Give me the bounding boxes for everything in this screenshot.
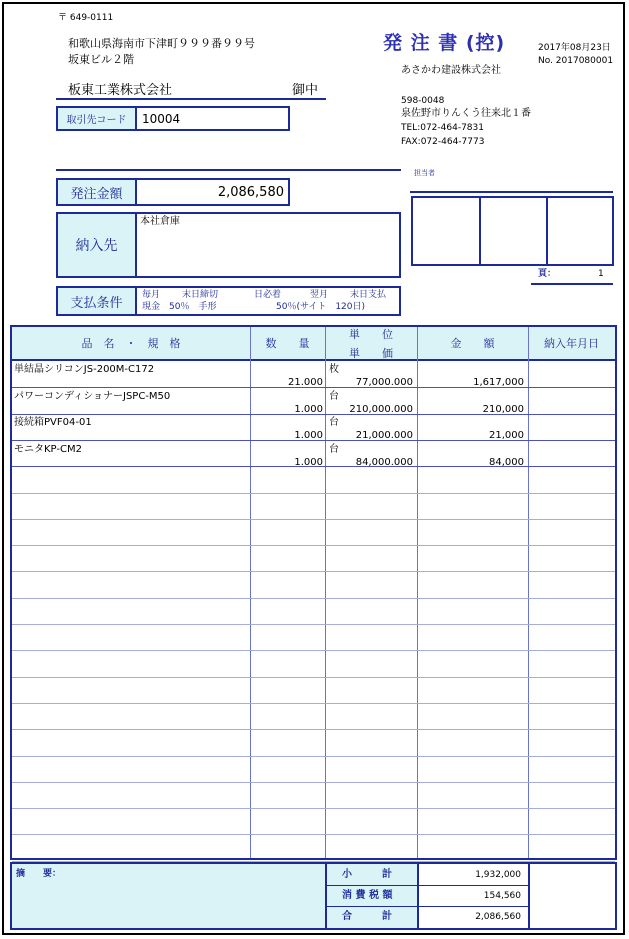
table-row-line — [12, 756, 615, 757]
issuer-company: あさかわ建設株式会社 — [401, 65, 501, 76]
payment-terms-label: 支払条件 — [58, 288, 137, 314]
remarks-label: 摘 要： — [16, 869, 62, 879]
issuer-fax: FAX:072-464-7773 — [401, 137, 485, 147]
page-label: 頁： — [538, 269, 557, 279]
supplier-code-label: 取引先コード — [58, 108, 137, 129]
item-name: 単結晶シリコンJS-200M-C172 — [14, 364, 155, 375]
stamp-divider-1 — [479, 198, 481, 264]
header-unit: 単 位 — [349, 327, 393, 341]
page-number: 1 — [598, 269, 604, 279]
document-title: 発 注 書 (控) — [383, 32, 506, 54]
delivery-box — [56, 212, 401, 278]
issuer-tel: TEL:072-464-7831 — [401, 123, 484, 133]
table-row-line — [12, 650, 615, 651]
issuer-postal: 598-0048 — [401, 96, 445, 106]
recipient-honorific: 御中 — [292, 83, 319, 98]
item-qty: 21.000 — [288, 377, 323, 388]
order-amount-value: 2,086,580 — [217, 184, 284, 200]
summary-row-line-1 — [325, 885, 528, 886]
item-qty: 1.000 — [294, 430, 323, 441]
payment-arrival: 日必着 — [254, 290, 282, 300]
order-amount-box — [56, 178, 290, 206]
supplier-code-box — [56, 106, 290, 131]
item-unit: 台 — [329, 391, 339, 402]
item-name: 接続箱PVF04-01 — [14, 417, 92, 428]
table-row-line — [12, 782, 615, 783]
payment-closing: 末日締切 — [182, 290, 219, 300]
order-amount-label: 発注金額 — [58, 180, 137, 204]
item-qty: 1.000 — [294, 404, 323, 415]
issuer-address: 泉佐野市りんくう往来北１番 — [401, 108, 531, 119]
summary-right-edge — [528, 864, 530, 928]
table-row-line — [12, 808, 615, 809]
table-row-line — [12, 598, 615, 599]
stamp-divider-2 — [546, 198, 548, 264]
summary-row-line-2 — [325, 906, 528, 907]
payment-day: 末日支払 — [350, 290, 387, 300]
item-name: モニタKP-CM2 — [14, 444, 82, 455]
header-unit-price — [325, 327, 417, 359]
total-label: 合 計 — [342, 911, 392, 922]
table-row-line — [12, 571, 615, 572]
subtotal-label: 小 計 — [342, 869, 392, 880]
section-divider — [56, 169, 401, 171]
header-price: 単 価 — [349, 346, 393, 360]
items-table — [10, 325, 617, 860]
payment-site: 50％(サイト 120日) — [276, 302, 366, 312]
item-price: 77,000.000 — [355, 377, 413, 388]
header-qty: 数 量 — [265, 337, 310, 350]
item-amount: 84,000 — [489, 457, 524, 468]
recipient-company: 板東工業株式会社 — [68, 83, 173, 98]
recipient-postal: 〒 649-0111 — [58, 13, 114, 23]
header-amount: 金 額 — [450, 337, 495, 350]
item-price: 84,000.000 — [355, 457, 413, 468]
tax-label: 消 費 税 額 — [342, 890, 393, 901]
table-row-line — [12, 834, 615, 835]
payment-terms-box — [56, 286, 401, 316]
page-underline — [531, 283, 613, 285]
table-row-line — [12, 493, 615, 494]
stamp-top-line — [410, 191, 613, 193]
document-date: 2017年08月23日 — [538, 43, 611, 53]
recipient-address-line1: 和歌山県海南市下津町９９９番９９号 — [68, 37, 255, 50]
staff-label: 担当者 — [414, 169, 435, 177]
delivery-label: 納入先 — [58, 214, 137, 276]
col-divider-price — [325, 327, 326, 858]
table-row-line — [12, 703, 615, 704]
item-unit: 枚 — [329, 364, 339, 375]
item-unit: 台 — [329, 417, 339, 428]
summary-footer — [10, 862, 617, 930]
total-value: 2,086,560 — [475, 912, 521, 922]
table-row-line — [12, 677, 615, 678]
header-name: 品 名 ・ 規 格 — [81, 337, 181, 350]
recipient-underline — [56, 98, 326, 100]
item-name: パワーコンディショナーJSPC-M50 — [14, 391, 171, 402]
payment-cash-bill: 現金 50％ 手形 — [142, 302, 217, 312]
header-date: 納入年月日 — [544, 337, 599, 350]
item-price: 21,000.000 — [355, 430, 413, 441]
tax-value: 154,560 — [483, 891, 521, 901]
subtotal-value: 1,932,000 — [475, 870, 521, 880]
col-divider-amount — [417, 327, 418, 858]
supplier-code-value: 10004 — [142, 111, 181, 126]
recipient-address-line2: 坂東ビル２階 — [68, 53, 134, 66]
table-row-line — [12, 624, 615, 625]
item-amount: 21,000 — [489, 430, 524, 441]
payment-month: 翌月 — [310, 290, 329, 300]
item-amount: 210,000 — [482, 404, 524, 415]
table-row-line — [12, 519, 615, 520]
document-number: No. 2017080001 — [538, 56, 614, 66]
item-price: 210,000.000 — [349, 404, 413, 415]
items-table-header — [12, 327, 615, 361]
table-row-line — [12, 545, 615, 546]
payment-cycle: 毎月 — [142, 290, 161, 300]
col-divider-qty — [250, 327, 251, 858]
item-unit: 台 — [329, 444, 339, 455]
item-amount: 1,617,000 — [473, 377, 524, 388]
col-divider-date — [528, 327, 529, 858]
table-row-line — [12, 729, 615, 730]
item-qty: 1.000 — [294, 457, 323, 468]
delivery-value: 本社倉庫 — [140, 216, 180, 227]
stamp-boxes — [411, 196, 614, 266]
